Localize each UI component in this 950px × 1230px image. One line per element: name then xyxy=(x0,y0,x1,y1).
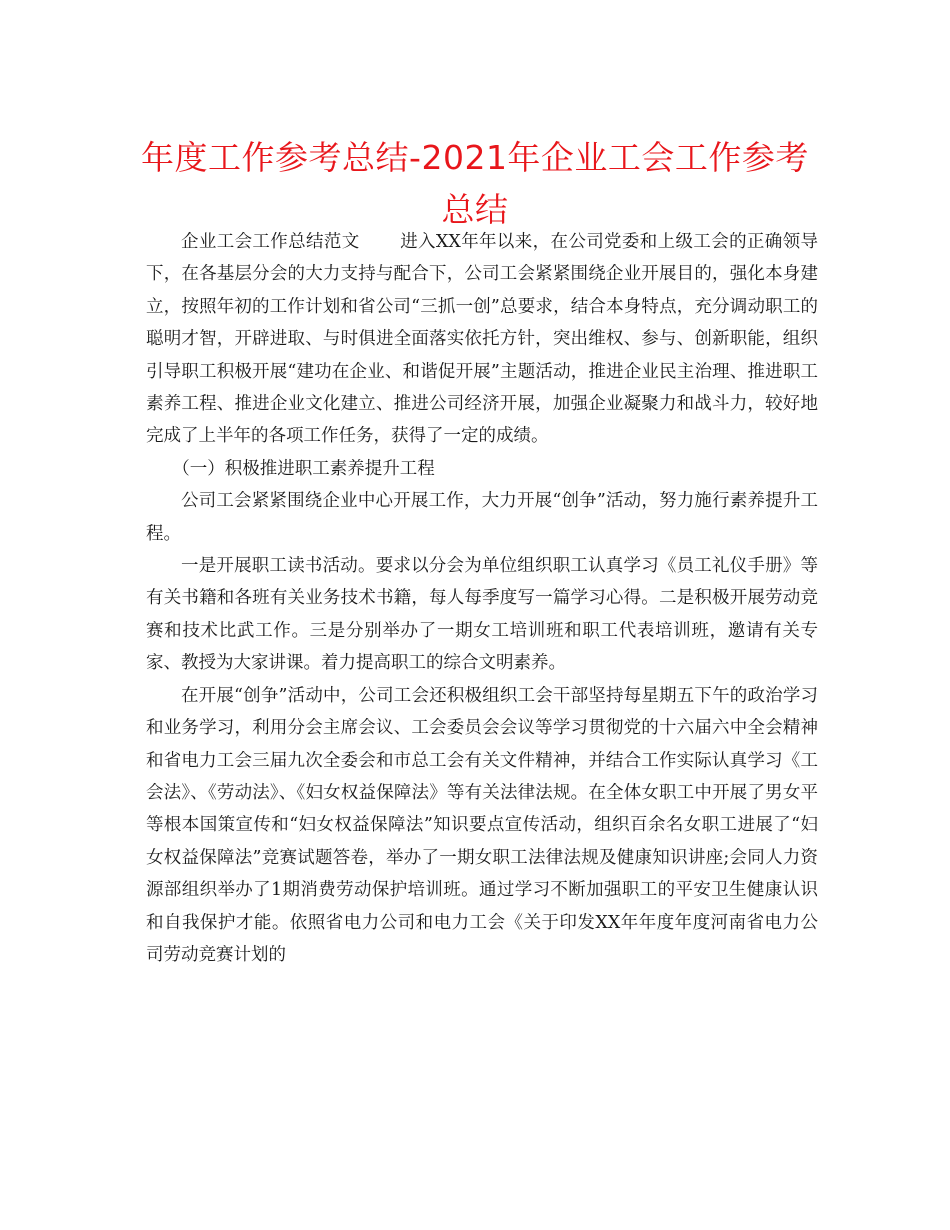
paragraph-4: 在开展“创争”活动中，公司工会还积极组织工会干部坚持每星期五下午的政治学习和业务学习，利用分会主席会议、工会委员会会议等学习贯彻党的十六届六中全会精神和省电力工会三届九次全委会和市总工会有关文件精神，并结合工作实际认真学习《工会法》、《劳动法》、《妇女权益保障法》等有关法律法规。在全体女职工中开展了男女平等根本国策宣传和“妇女权益保障法”知识要点宣传活动，组织百余名女职工进展了“妇女权益保障法”竞赛试题答卷，举办了一期女职工法律法规及健康知识讲座;会同人力资源部组织举办了1期消费劳动保护培训班。通过学习不断加强职工的平安卫生健康认识和自我保护才能。依照省电力公司和电力工会《关于印发XX年年度年度河南省电力公司劳动竞赛计划的 xyxy=(146,685,818,965)
document-title: 年度工作参考总结-2021年企业工会工作参考总结 xyxy=(141,138,809,229)
paragraph-2: 公司工会紧紧围绕企业中心开展工作，大力开展“创争”活动，努力施行素养提升工程。 xyxy=(146,491,818,544)
section-heading-1: （一）积极推进职工素养提升工程 xyxy=(172,458,435,479)
paragraph-3: 一是开展职工读书活动。要求以分会为单位组织职工认真学习《员工礼仪手册》等有关书籍和各班有关业务技术书籍，每人每季度写一篇学习心得。二是积极开展劳动竞赛和技术比武工作。三是分别举办了一期女工培训班和职工代表培训班，邀请有关专家、教授为大家讲课。着力提高职工的综合文明素养。 xyxy=(146,556,818,674)
document-body xyxy=(146,226,818,971)
intro-paragraph xyxy=(146,226,818,453)
intro-label: 企业工会工作总结范文 xyxy=(181,232,360,252)
paragraph-1: 进入XX年年以来，在公司党委和上级工会的正确领导下，在各基层分会的大力支持与配合下，公司工会紧紧围绕企业开展目的，强化本身建立，按照年初的工作计划和省公司“三抓一创”总要求，结合本身特点，充分调动职工的聪明才智，开辟进取、与时俱进全面落实依托方针，突出维权、参与、创新职能，组织引导职工积极开展“建功在企业、和谐促开展”主题活动，推进企业民主治理、推进职工素养工程、推进企业文化建立、推进公司经济开展，加强企业凝聚力和战斗力，较好地完成了上半年的各项工作任务，获得了一定的成绩。 xyxy=(146,232,819,447)
